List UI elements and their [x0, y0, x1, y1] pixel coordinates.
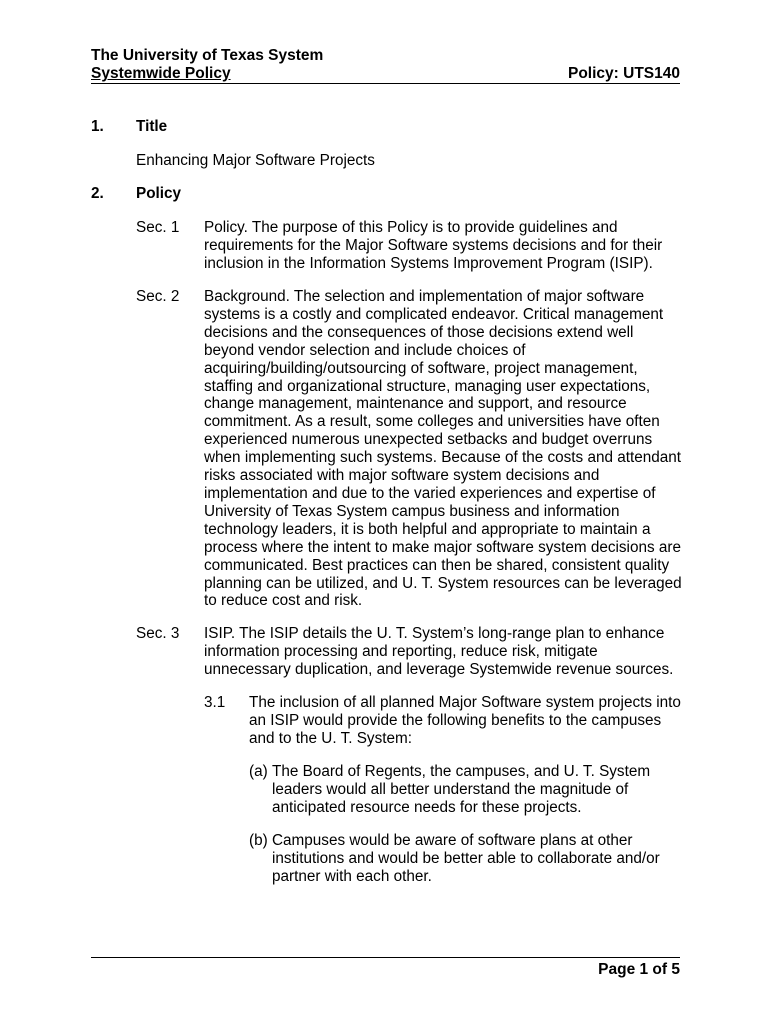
- list-item-b: [249, 832, 689, 886]
- sec-2-text: Background. The selection and implementation of major software systems is a costly and complicated endeavor. Critical management decisions and the consequences of those decisions extend well beyond vendor selection and include choices of acquiring/building/outsourcing of software, project management, staffing and organizational structure, managing user expectations, change management, maintenance and support, and resource commitment. As a result, some colleges and universities have often experienced numerous unexpected setbacks and budget overruns when implementing such systems. Because of the costs and attendant risks associated with major software system decisions and implementation and due to the varied experiences and expertise of University of Texas System campus business and information technology leaders, it is both helpful and appropriate to maintain a process where the intent to make major software system decisions are communicated. Best practices can then be shared, consistent quality planning can be utilized, and U. T. System resources can be leveraged to reduce cost and risk.: [204, 288, 682, 610]
- list-item-b-label: (b): [249, 832, 268, 849]
- section-1-heading: Title: [136, 118, 168, 135]
- page-number: Page 1 of 5: [598, 961, 680, 978]
- sec-1-label: Sec. 1: [136, 219, 180, 236]
- sec-1-text: Policy. The purpose of this Policy is to provide guidelines and requirements for the Major Software systems decisions and for their inclusion in the Information Systems Improvement Program (ISIP).: [204, 219, 663, 272]
- subsection-3-1-label: 3.1: [204, 694, 226, 711]
- section-1-number: 1.: [91, 118, 104, 135]
- sec-3-label: Sec. 3: [136, 625, 180, 642]
- footer-divider: [91, 957, 680, 958]
- list-item-a: [249, 763, 689, 817]
- subsection-3-1-text: The inclusion of all planned Major Software system projects into an ISIP would provide the following benefits to the campuses and to the U. T. System:: [249, 694, 681, 747]
- policy-title: Enhancing Major Software Projects: [136, 152, 375, 169]
- list-item-b-text: Campuses would be aware of software plans at other institutions and would be better able to collaborate and/or partner with each other.: [272, 832, 660, 885]
- header-row: [91, 65, 680, 84]
- list-item-a-label: (a): [249, 763, 268, 780]
- header-org: The University of Texas System: [91, 47, 324, 64]
- header-policy-id: Policy: UTS140: [568, 65, 680, 82]
- page-header: [91, 47, 680, 84]
- section-2-number: 2.: [91, 185, 104, 202]
- sec-3-text: ISIP. The ISIP details the U. T. System’s long-range plan to enhance information processing and reporting, reduce risk, mitigate unnecessary duplication, and leverage Systemwide revenue sources.: [204, 625, 674, 678]
- list-item-a-text: The Board of Regents, the campuses, and U. T. System leaders would all better understand the magnitude of anticipated resource needs for these projects.: [272, 763, 651, 816]
- section-2-heading: Policy: [136, 185, 182, 202]
- header-policy-type: Systemwide Policy: [91, 65, 231, 82]
- sec-2-label: Sec. 2: [136, 288, 180, 305]
